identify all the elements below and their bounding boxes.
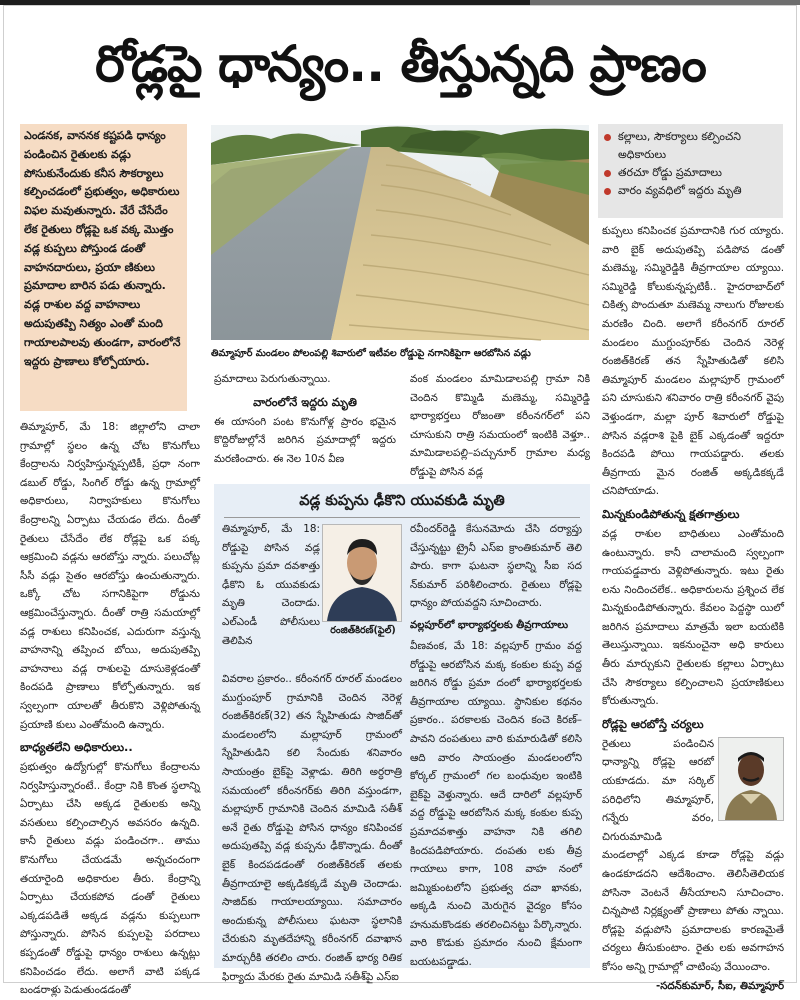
article-paragraph: ఈ యాసంగి పంట కొనుగోళ్ల ప్రారం భమైన కొద్దిరోజుల్లోనే జరిగిన ప్రమాదాల్లో ఇద్దరు మరణించారు. ఈ నెల 10న వీణ: [214, 415, 396, 465]
photo-caption: తిమ్మాపూర్ మండలం పోలంపల్లి శివారులో ఇటీవల రోడ్డుపై నగానికిపైగా ఆరబోసిన వడ్లు: [211, 348, 531, 359]
column-1: [20, 418, 200, 997]
officer-photo: [718, 737, 784, 821]
article-paragraph: వడ్ల రాశుల బాధితులు ఎంతోమంది ఉంటున్నారు. కానీ చాలామంది స్వల్పంగా గాయపడ్డవారు వెళ్లిపోతున్నారు. ఇటు రైతు లను నిందించలేక.. అధికారులను ప్రశ్నించ లేక మిన్నకుండిపోతున్నారు. కేవలం పెద్దస్థా యిలో జరిగిన ప్రమాదాలు మాత్రమే ఇలా బయటికి తెలుస్తున్నాయి. ఇకనుంచైనా అధి కారులు తీరు మార్చుకుని రైతులకు కల్లాలు ఏర్పాటు చేసి సౌకర్యాలు కల్పించాలని ప్రయాణికులు కోరుతున్నారు.: [602, 527, 784, 708]
highlights-box: [598, 124, 783, 218]
article-paragraph: తిమ్మాపూర్, మే 18: జిల్లాలోని చాలా గ్రామాల్లో స్థలం ఉన్న చోట కొనుగోలు కేంద్రాలను నిర్వహిస్తున్నప్పటికీ, ప్రధా నంగా డబుల్ రోడ్డు, సింగిల్ రోడ్డు ఉన్న గ్రామాల్లో అధికారులు, నిర్వాహకులు కొనుగోలు కేంద్రాలన్ని ఏర్పాటు చేయడం లేదు. దీంతో రైతులు చేసేదేం లేక రోడ్లపై ఒక పక్క ఆక్రమించి వడ్లను ఆరబోస్తు న్నారు. పలుచోట్ల సీసీ వడ్లు సైతం ఆరబోస్తు ఉంచుతున్నారు. ఒక్కో చోట సగానికిపైగా రోడ్డును ఆక్రమించేస్తున్నారు. దీంతో రాత్రి సమయాల్లో వడ్ల రాశులు కనిపించక, ఎదురుగా వస్తున్న వాహనాన్ని తప్పించ బోయి, అదుపుతప్పి వాహనాలు వడ్ల రాశులపై దూసుకెళ్లడంతో కిందపడి ప్రాణాలు కోల్పోతున్నారు. ఇక స్వల్పంగా యాలతో తీరుకొని వెళ్లిపోతున్న ప్రయాణి కులు ఎంతోమంది ఉన్నారు.: [20, 421, 200, 731]
box-title: వడ్ల కుప్పను ఢీకొని యువకుడి మృతి: [299, 493, 505, 509]
officer-quote: [602, 735, 784, 847]
victim-photo: [322, 524, 402, 622]
photo-illustration: [211, 125, 589, 340]
box-column-1: [222, 520, 402, 983]
related-story-box: [214, 484, 590, 983]
road-grain-photo: [211, 125, 589, 340]
highlight-text: తరచూ రోడ్డు ప్రమాదాలు: [618, 166, 722, 179]
column-3: [410, 370, 590, 478]
article-paragraph: ప్రమాదాలు పెరుగుతున్నాయి.: [214, 373, 331, 385]
article-paragraph: వీణవంక, మే 18: వల్లపూర్ గ్రామం వద్ద రోడ్డుపై ఆరబోసిన మక్క కంకుల కుప్ప వద్ద జరిగిన రోడ్డు ప్రమా దంలో భార్యాభర్తలకు తీవ్రగాయాల య్యాయి. స్థానికుల కథనం ప్రకారం.. పరకాలకు చెందిన కంచె కిరణ్–పావని దంపతులు వారి కుమారుడితో కలిసి ఆది వారం సాయంత్రం మండలంలోని కోర్కల్ గ్రామంలో గల బంధువుల ఇంటికి బైక్‌పై వెళ్తున్నారు. ఆదే దారిలో వల్లపూర్ వద్ద రోడ్డుపై ఆరబోసిన మక్క కంకుల కుప్ప ప్రమాదవశాత్తు వాహనా నికి తగిలి కిందపడిపోయారు. దంపతు లకు తీవ్ర గాయాలు కాగా, 108 వాహ నంలో జమ్మికుంటలోని ప్రభుత్వ దవా ఖానకు, అక్కడి నుంచి మెరుగైన వైద్యం కోసం హనుమకొండకు తరలించినట్టు పేర్కొన్నారు. వారి కొడుకు ప్రమాదం నుంచి క్షేమంగా బయటపడ్డాడు.: [410, 639, 582, 969]
subheading: వల్లపూర్‌లో భార్యాభర్తలకు తీవ్రగాయాలు: [410, 619, 569, 631]
highlight-text: కల్లాలు, సౌకర్యాలు కల్పించని అధికారులు: [618, 130, 741, 161]
bullet-dot-icon: [604, 134, 611, 141]
column-4: [602, 222, 784, 992]
subheading: మిన్నకుండిపోతున్న క్షతగాత్రులు: [602, 506, 740, 521]
highlight-item: [604, 182, 777, 200]
highlight-item: [604, 164, 777, 182]
highlight-item: [604, 128, 777, 164]
article-paragraph: రవీందర్‌రెడ్డి కేసునమోదు చేసి దర్యాప్తు చేస్తున్నట్టు ట్రైనీ ఎస్ఐ క్రాంతికుమార్ తెలి పారు. కాగా ఘటనా స్థలాన్ని సీఐ సద న్‌కుమార్ పరిశీలించారు. రైతులు రోడ్లపై ధాన్యం పోయవద్దని సూచించారు.: [410, 523, 582, 610]
victim-photo-label: రంజిత్‌కిరణ్(ఫైల్): [330, 625, 396, 636]
headline: రోడ్లపై ధాన్యం.. తీస్తున్నది ప్రాణం: [95, 35, 706, 93]
article-paragraph: వివరాల ప్రకారం.. కరీంనగర్ రూరల్ మండలం ముగ్దుంపూర్ గ్రామానికి చెందిన నెరెళ్ల రంజిత్‌కిరణ్(32) తన స్నేహితుడు సాజిద్‌తో మండలంలోని మల్లాపూర్ గ్రామంలో స్నేహితుడిని కలి సేందుకు శనివారం సాయంత్రం బైక్‌పై వెళ్లాడు. తిరిగి అర్ధరాత్రి సమయంలో కరీంనగర్‌కు తిరిగి వస్తుండగా, మల్లాపూర్ గ్రామానికి చెందిన మామిడి సతీశ్ అనే రైతు రోడ్డుపై పోసిన ధాన్యం కనిపించక అదుపుతప్పి వడ్ల కుప్పను ఢీకొన్నాడు. దీంతో బైక్ కిందపడడంతో రంజిత్‌కిరణ్ తలకు తీవ్రగాయాలై అక్కడికక్కడే మృతి చెందాడు. సాజిద్‌కు గాయాలయ్యాయి. సమాచారం అందుకున్న పోలీసులు ఘటనా స్థలానికి చేరుకుని మృతదేహాన్ని కరీంనగర్ దవాఖాన మార్చురీకి తరలిం చారు. రంజిత్ భార్య రితిక ఫిర్యాదు మేరకు రైతు మామిడి సతీశ్‌పై ఎస్ఐ: [222, 673, 402, 983]
article-paragraph: రైతులు పండించిన ధాన్యాన్ని రోడ్లపై ఆరబో యకూడదు. మా సర్కిల్ పరిధిలోని తిమ్మాపూర్, గన్నేరు వరం, చిగురుమామిడి: [602, 737, 714, 843]
box-title-rule: [224, 517, 580, 518]
box-lead-block: [222, 520, 402, 670]
article-paragraph: మండలాల్లో ఎక్కడ కూడా రోడ్లపై వడ్లు ఉండకూడదని ఆదేశించాం. తెలిసీతెలియక పోసినా వెంటనే తీసేయాలని సూచించాం. చిన్నపాటి నిర్లక్ష్యంతో ప్రాణాలు పోతు న్నాయి. రోడ్లపై వడ్లుపోసి ప్రమాదాలకు కారణమైతే చర్యలు తీసుకుంటాం. రైతు లకు అవగాహన కోసం అన్ని గ్రామాల్లో చాటింపు వేయించాం.: [602, 849, 784, 973]
highlight-text: వారం వ్యవధిలో ఇద్దరు మృతి: [618, 184, 742, 197]
bullet-dot-icon: [604, 170, 611, 177]
article-paragraph: ప్రభుత్వం ఉద్యోగుల్లో కొనుగోలు కేంద్రాలను నిర్వహిస్తున్నారంటే.. కేంద్రా నికి కొంత స్థలాన్ని ఏర్పాటు చేసి అక్కడ రైతులకు అన్ని వసతులు కల్పించాల్సిన అవసరం ఉన్నది. కానీ రైతులు వడ్లు పండించగా.. తాము కొనుగోలు చేయడమే అన్నచందంగా తయారైంది అధికారుల తీరు. కేంద్రాన్ని ఏర్పాటు చేయకపోవ డంతో రైతులు ఎక్కడపడితే అక్కడ వడ్లను కుప్పలుగా పోస్తున్నారు. పోసిన కుప్పలపై పరదాలు కప్పడంతో రోడ్డుపై ధాన్యం రాశులు ఉన్నట్లు కనిపించడం లేదు. అలాగే వాటి పక్కడ బండరాళ్లు పెడుతుండడంతో: [20, 761, 200, 997]
quote-signature: -సదన్‌కుమార్, సీఐ, తిమ్మాపూర్: [655, 980, 784, 992]
intro-highlight: ఎండనక, వాననక కష్టపడి ధాన్యం పండించిన రైతులకు వడ్లు పోసుకునేందుకు కనీస సౌకర్యాలు కల్పించడంలో ప్రభుత్వం, అధికారులు విఫల మవుతున్నారు. వేరే చేసేదేం లేక రైతులు రోడ్లపై ఒక వక్క మొత్తం వడ్ల కుప్పలు పోస్తుండ డంతో వాహనదారులు, ప్రయా ణికులు ప్రమాదాల బారిన పడు తున్నారు. వడ్ల రాశుల వద్ద వాహనాలు అదుపుతప్పి నిత్యం ఎంతో మంది గాయాలపాలవు తుండగా, వారంలోనే ఇద్దరు ప్రాణాలు కోల్పోయారు.: [20, 124, 187, 411]
column-2: [214, 370, 396, 478]
subheading: వారంలోనే ఇద్దరు మృతి: [253, 394, 357, 409]
box-column-2: [410, 520, 582, 969]
article-paragraph: తిమ్మాపూర్, మే 18: రోడ్డుపై పోసిన వడ్ల కుప్పను ప్రమా దవశాత్తు ఢీకొని ఓ యువకుడు మృతి చెందాడు. ఎల్ఎండీ పోలీసులు తెలిపిన: [222, 523, 320, 647]
subheading: బాధ్యతలేని అధికారులు..: [20, 740, 133, 755]
article-paragraph: కుప్పలు కనిపించక ప్రమాదానికి గుర య్యారు. వారి బైక్ అదుపుతప్పి పడిపోవ డంతో మణెమ్మ, సమ్మిరెడ్డికి తీవ్రగాయాల య్యాయి. సమ్మిరెడ్డి కోలుకున్నప్పటికీ.. హైదరాబాద్‌లో చికిత్స పొందుతూ మణెమ్మ నాలుగు రోజులకు మరణిం చింది. అలాగే కరీంనగర్ రూరల్ మండలం ముగ్దుంపూర్‌కు చెందిన నెరెళ్ల రంజిత్‌కిరణ్ తన స్నేహితుడితో కలిసి తిమ్మాపూర్ మండలం మల్లాపూర్ గ్రామంలో పని చూసుకుని శనివారం రాత్రి కరీంనగర్ వైపు వెళ్తుండగా, మల్లా పూర్ శివారులో రోడ్డుపై పోసిన వడ్లరాశి పైకి బైక్ ఎక్కడంతో ఇద్దరూ కిందపడి పోయి గాయపడ్డారు. తలకు తీవ్రగాయ మైన రంజిత్ అక్కడికక్కడే చనిపోయాడు.: [602, 225, 784, 498]
bullet-dot-icon: [604, 188, 611, 195]
subheading: రోడ్లపై ఆరబోస్తే చర్యలు: [602, 716, 704, 731]
article-paragraph: వంక మండలం మామిడాలపల్లి గ్రామా నికి చెందిన కొమ్మిడి మణెమ్మ, సమ్మిరెడ్డి భార్యాభర్తలు రోజంతా కరీంనగర్‌లో పని చూసుకుని రాత్రి సమయంలో ఇంటికి వెళ్తూ.. మామిడాలపల్లి–పచ్చునూర్ గ్రామాల మధ్య రోడ్డుపై పోసిన వడ్ల: [410, 373, 590, 478]
